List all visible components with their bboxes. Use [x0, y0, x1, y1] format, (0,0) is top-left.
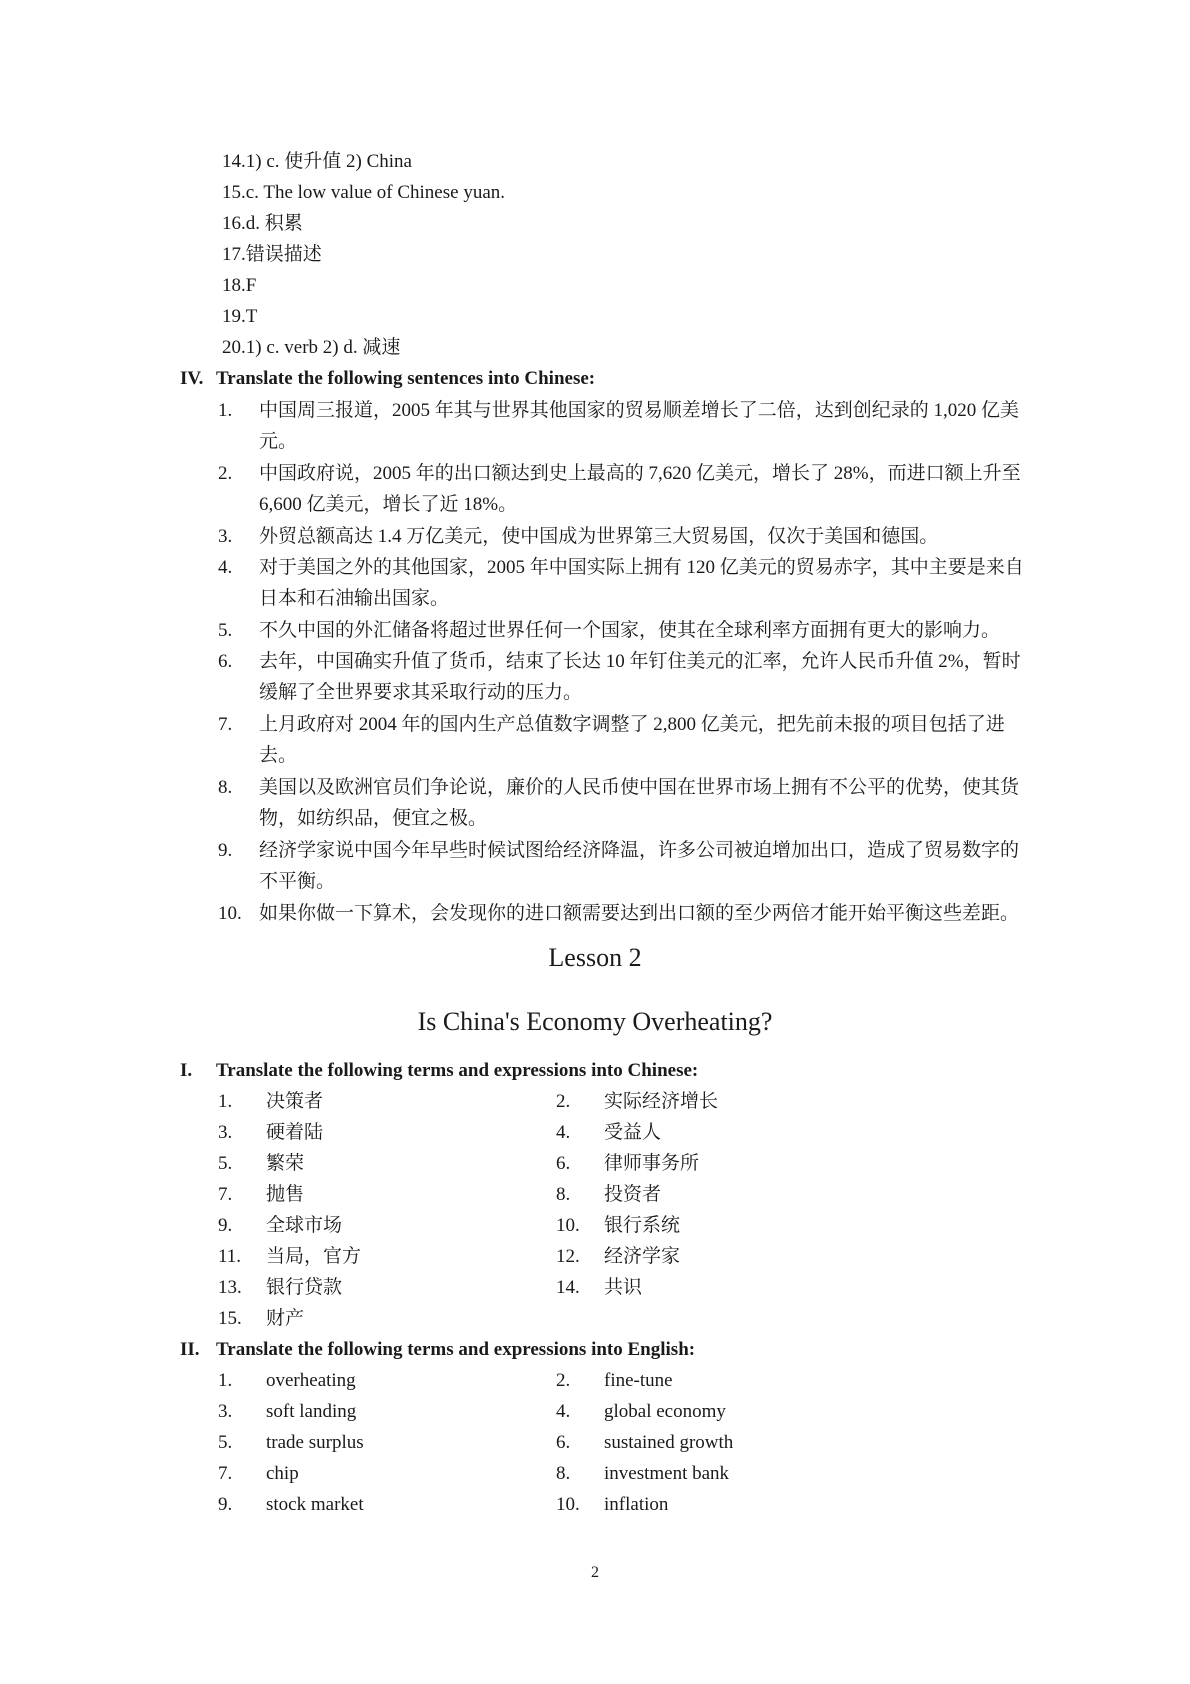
sentence-number: 10. — [218, 903, 242, 924]
section-title: Translate the following terms and expressions into English: — [216, 1339, 696, 1360]
term-text: trade surplus — [266, 1432, 364, 1453]
section-ii-heading — [180, 1334, 695, 1365]
sentence-text: 中国政府说，2005 年的出口额达到史上最高的 7,620 亿美元，增长了 28%，而进口额上升至 6,600 亿美元，增长了近 18%。 — [259, 463, 1021, 515]
term-number: 9. — [218, 1215, 233, 1236]
answer-text: 错误描述 — [245, 244, 322, 265]
answer-line — [222, 177, 505, 208]
answer-text: 1) c. verb 2) d. 减速 — [245, 337, 401, 358]
term-text: overheating — [266, 1370, 356, 1391]
answer-line — [222, 146, 412, 177]
term-item — [218, 1086, 323, 1117]
sentence-number: 2. — [218, 463, 233, 484]
answer-line — [222, 301, 257, 332]
term-number: 8. — [556, 1184, 571, 1205]
answer-number: 14. — [222, 151, 246, 172]
term-number: 14. — [556, 1277, 580, 1298]
page-number: 2 — [591, 1564, 599, 1581]
term-item — [556, 1365, 673, 1396]
sentence-text: 去年，中国确实升值了货币，结束了长达 10 年钉住美元的汇率，允许人民币升值 2%，暂时缓解了全世界要求其采取行动的压力。 — [259, 651, 1021, 703]
term-text: 共识 — [604, 1277, 643, 1298]
section-i-heading — [180, 1055, 698, 1086]
term-number: 7. — [218, 1184, 233, 1205]
term-text: 投资者 — [604, 1184, 662, 1205]
term-number: 1. — [218, 1370, 233, 1391]
term-number: 4. — [556, 1401, 571, 1422]
answer-line — [222, 208, 303, 239]
sentence-number: 3. — [218, 526, 233, 547]
term-number: 3. — [218, 1401, 233, 1422]
sentence-number: 6. — [218, 651, 233, 672]
term-number: 10. — [556, 1494, 580, 1515]
term-text: 全球市场 — [266, 1215, 343, 1236]
sentence-number: 4. — [218, 557, 233, 578]
term-item — [218, 1489, 364, 1520]
term-item — [218, 1179, 304, 1210]
term-number: 11. — [218, 1246, 242, 1267]
term-number: 8. — [556, 1463, 571, 1484]
term-item — [218, 1365, 356, 1396]
answer-text: T — [245, 306, 258, 327]
term-text: 决策者 — [266, 1091, 324, 1112]
sentence-text: 外贸总额高达 1.4 万亿美元，使中国成为世界第三大贸易国，仅次于美国和德国。 — [259, 526, 939, 547]
sentence-number: 1. — [218, 400, 233, 421]
answer-number: 20. — [222, 337, 246, 358]
term-text: fine-tune — [604, 1370, 673, 1391]
answer-number: 16. — [222, 213, 246, 234]
term-item — [218, 1117, 323, 1148]
answer-number: 17. — [222, 244, 246, 265]
term-item — [218, 1427, 364, 1458]
term-item — [218, 1458, 299, 1489]
answer-text: c. The low value of Chinese yuan. — [245, 182, 505, 203]
sentence-text: 如果你做一下算术，会发现你的进口额需要达到出口额的至少两倍才能开始平衡这些差距。 — [259, 903, 1020, 924]
term-text: 抛售 — [266, 1184, 305, 1205]
section-roman: II. — [180, 1339, 200, 1360]
term-number: 9. — [218, 1494, 233, 1515]
term-text: sustained growth — [604, 1432, 734, 1453]
term-number: 13. — [218, 1277, 242, 1298]
term-text: 实际经济增长 — [604, 1091, 719, 1112]
lesson-label: Lesson 2 — [548, 943, 642, 972]
term-item — [556, 1427, 733, 1458]
term-text: 繁荣 — [266, 1153, 305, 1174]
sentence-number: 5. — [218, 620, 233, 641]
term-number: 5. — [218, 1153, 233, 1174]
term-item — [218, 1303, 304, 1334]
term-number: 12. — [556, 1246, 580, 1267]
term-number: 2. — [556, 1370, 571, 1391]
answer-line — [222, 239, 322, 270]
lesson-title: Is China's Economy Overheating? — [417, 1007, 773, 1036]
section-title: Translate the following terms and expressions into Chinese: — [216, 1060, 699, 1081]
answer-number: 19. — [222, 306, 246, 327]
term-text: 银行贷款 — [266, 1277, 343, 1298]
term-text: chip — [266, 1463, 299, 1484]
section-roman: IV. — [180, 368, 204, 389]
term-item — [556, 1179, 661, 1210]
term-number: 3. — [218, 1122, 233, 1143]
sentence-number: 8. — [218, 777, 233, 798]
term-item — [556, 1272, 642, 1303]
section-title: Translate the following sentences into Chinese: — [216, 368, 596, 389]
term-item — [218, 1148, 304, 1179]
answer-text: d. 积累 — [245, 213, 303, 234]
sentence-number: 7. — [218, 714, 233, 735]
sentence-number: 9. — [218, 840, 233, 861]
sentence-text: 上月政府对 2004 年的国内生产总值数字调整了 2,800 亿美元，把先前未报的项目包括了进去。 — [259, 714, 1005, 766]
sentence-text: 不久中国的外汇储备将超过世界任何一个国家，使其在全球利率方面拥有更大的影响力。 — [259, 620, 1001, 641]
term-text: 律师事务所 — [604, 1153, 700, 1174]
term-text: stock market — [266, 1494, 364, 1515]
term-text: soft landing — [266, 1401, 357, 1422]
term-text: inflation — [604, 1494, 669, 1515]
sentence-text: 美国以及欧洲官员们争论说，廉价的人民币使中国在世界市场上拥有不公平的优势，使其货物，如纺织品，便宜之极。 — [259, 777, 1020, 829]
term-item — [556, 1117, 661, 1148]
term-item — [556, 1489, 668, 1520]
term-text: 财产 — [266, 1308, 305, 1329]
term-number: 4. — [556, 1122, 571, 1143]
term-number: 1. — [218, 1091, 233, 1112]
term-text: global economy — [604, 1401, 726, 1422]
term-text: 经济学家 — [604, 1246, 681, 1267]
term-text: 受益人 — [604, 1122, 662, 1143]
term-item — [218, 1241, 361, 1272]
term-number: 6. — [556, 1432, 571, 1453]
term-number: 5. — [218, 1432, 233, 1453]
section-iv-heading — [180, 363, 595, 394]
term-item — [556, 1396, 726, 1427]
term-item — [556, 1148, 699, 1179]
term-number: 2. — [556, 1091, 571, 1112]
term-text: 硬着陆 — [266, 1122, 324, 1143]
term-number: 15. — [218, 1308, 242, 1329]
answer-text: 1) c. 使升值 2) China — [245, 151, 412, 172]
term-number: 10. — [556, 1215, 580, 1236]
term-item — [556, 1241, 680, 1272]
answer-text: F — [245, 275, 257, 296]
term-text: 当局，官方 — [266, 1246, 362, 1267]
term-number: 7. — [218, 1463, 233, 1484]
answer-line — [222, 270, 256, 301]
term-item — [556, 1210, 680, 1241]
term-item — [556, 1458, 729, 1489]
term-text: investment bank — [604, 1463, 730, 1484]
term-item — [218, 1396, 356, 1427]
term-item — [218, 1210, 342, 1241]
sentence-text: 对于美国之外的其他国家，2005 年中国实际上拥有 120 亿美元的贸易赤字，其中主要是来自日本和石油输出国家。 — [259, 557, 1024, 609]
answer-number: 18. — [222, 275, 246, 296]
term-item — [556, 1086, 718, 1117]
sentence-text: 中国周三报道，2005 年其与世界其他国家的贸易顺差增长了二倍，达到创纪录的 1,020 亿美元。 — [259, 400, 1020, 452]
term-text: 银行系统 — [604, 1215, 681, 1236]
answer-line — [222, 332, 400, 363]
sentence-text: 经济学家说中国今年早些时候试图给经济降温，许多公司被迫增加出口，造成了贸易数字的不平衡。 — [259, 840, 1020, 892]
term-number: 6. — [556, 1153, 571, 1174]
answer-number: 15. — [222, 182, 246, 203]
term-item — [218, 1272, 342, 1303]
section-roman: I. — [180, 1060, 193, 1081]
